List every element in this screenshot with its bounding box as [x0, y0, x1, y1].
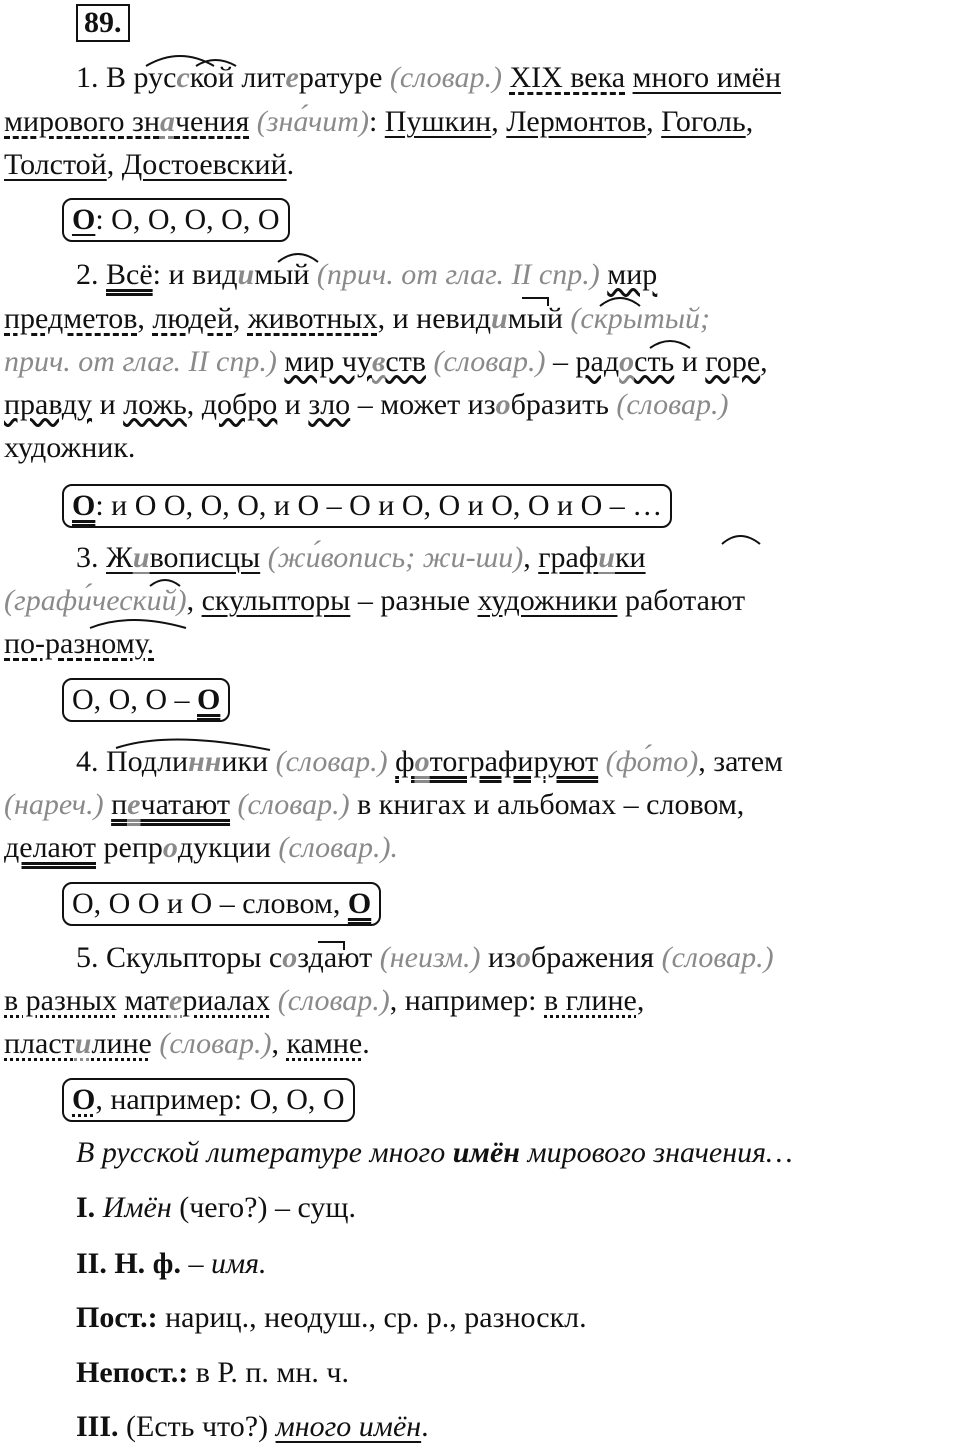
- s5-line1: 5. Скульпторы создают (неизм.) изображения (словар.): [76, 941, 774, 974]
- s2-line5: художник.: [4, 431, 136, 464]
- analysis-row-3: Пост.: нариц., неодуш., ср. р., разноскл.: [76, 1301, 587, 1334]
- s4-line2: (нареч.) печатают (словар.) в книгах и альбомах – словом,: [4, 788, 745, 821]
- s3-line1: 3. Живописцы (жи́вопись; жи-ши), графики: [76, 541, 646, 574]
- s5-line2: в разных материалах (словар.), например: в глине,: [4, 984, 645, 1017]
- scheme-2: О: и О О, О, О, и О – О и О, О и О, О и О – …: [62, 484, 672, 528]
- s2-line2: предметов, людей, животных, и невидимый (скрытый;: [4, 302, 711, 335]
- s1-line2: мирового значения (зна́чит): Пушкин, Лермонтов, Гоголь,: [4, 105, 754, 138]
- s2-line3: прич. от глаг. II спр.) мир чувств (словар.) – радость и горе,: [4, 345, 768, 378]
- exercise-number: 89.: [76, 4, 130, 42]
- s5-line3: пластилине (словар.), камне.: [4, 1027, 370, 1060]
- s2-line1: 2. Всё: и видимый (прич. от глаг. II спр.) мир: [76, 258, 658, 291]
- analysis-row-4: Непост.: в Р. п. мн. ч.: [76, 1356, 350, 1389]
- analysis-row-2: II. Н. ф. – имя.: [76, 1247, 267, 1280]
- s1-line1: 1. В русской литературе (словар.) XIX века много имён: [76, 61, 782, 94]
- s2-line4: правду и ложь, добро и зло – может изобразить (словар.): [4, 388, 729, 421]
- analysis-sentence: В русской литературе много имён мирового значения…: [76, 1136, 793, 1169]
- s4-line1: 4. Подлинники (словар.) фотографируют (фо́то), затем: [76, 745, 784, 778]
- scheme-4: О, О О и О – словом, О: [62, 882, 381, 926]
- s1-line3: Толстой, Достоевский.: [4, 148, 295, 181]
- scheme-5: О, например: О, О, О: [62, 1078, 355, 1122]
- s4-line3: делают репродукции (словар.).: [4, 831, 398, 864]
- scheme-1: О: О, О, О, О, О: [62, 198, 290, 242]
- s3-line2: (графи́ческий), скульпторы – разные художники работают: [4, 584, 746, 617]
- analysis-row-1: I. Имён (чего?) – сущ.: [76, 1191, 356, 1224]
- s3-line3: по-разному.: [4, 627, 155, 660]
- analysis-row-5: III. (Есть что?) много имён.: [76, 1410, 429, 1443]
- scheme-3: О, О, О – О: [62, 678, 230, 722]
